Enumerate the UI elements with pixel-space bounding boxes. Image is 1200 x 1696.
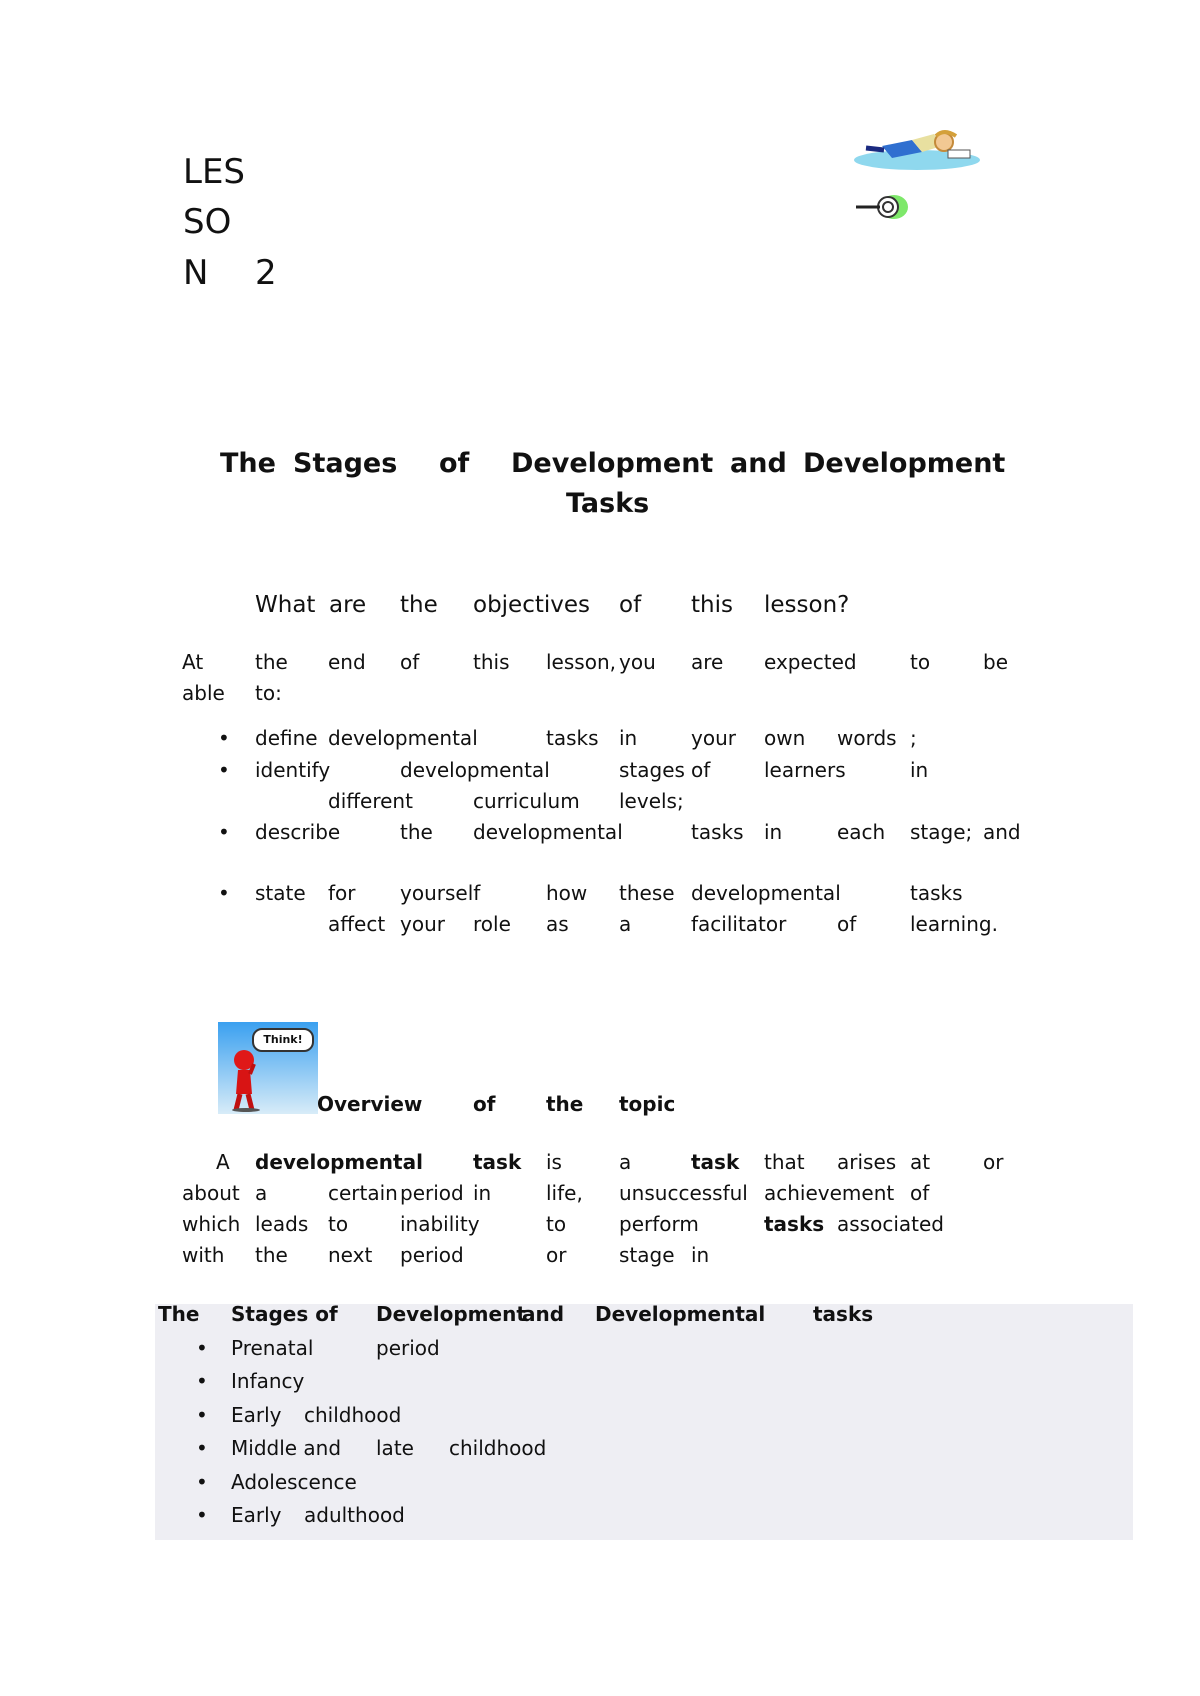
objective-word: stages bbox=[619, 758, 685, 782]
thinking-figure-icon bbox=[228, 1046, 268, 1112]
definition-word: period bbox=[400, 1243, 464, 1267]
bullet: • bbox=[218, 820, 230, 844]
intro-word: you bbox=[619, 650, 656, 674]
definition-word: in bbox=[691, 1243, 710, 1267]
objective-word: facilitator bbox=[691, 912, 787, 936]
question-word: of bbox=[619, 592, 642, 618]
definition-word: arises bbox=[837, 1150, 897, 1174]
bullet: • bbox=[196, 1503, 208, 1527]
question-word: objectives bbox=[473, 592, 591, 618]
bullet: • bbox=[196, 1470, 208, 1494]
stage-item: Early bbox=[231, 1403, 282, 1427]
definition-word: leads bbox=[255, 1212, 309, 1236]
stage-item: late bbox=[376, 1436, 414, 1460]
definition-word: task bbox=[691, 1150, 740, 1174]
overview-word: Overview bbox=[317, 1092, 423, 1116]
lesson-label-line3: N bbox=[183, 253, 209, 293]
definition-word: certain bbox=[328, 1181, 398, 1205]
bullet: • bbox=[218, 881, 230, 905]
objective-word: identify bbox=[255, 758, 331, 782]
objective-word: in bbox=[619, 726, 638, 750]
intro-word: to bbox=[910, 650, 931, 674]
reading-child-clipart bbox=[852, 128, 982, 174]
stage-item: Middle and bbox=[231, 1436, 342, 1460]
objective-word: of bbox=[691, 758, 711, 782]
definition-word: developmental bbox=[255, 1150, 423, 1174]
title-word: Development bbox=[803, 448, 1006, 479]
title-word: of bbox=[439, 448, 470, 479]
bullet: • bbox=[196, 1436, 208, 1460]
stage-item: Prenatal bbox=[231, 1336, 314, 1360]
think-speech-bubble: Think! bbox=[252, 1028, 314, 1052]
definition-word: associated bbox=[837, 1212, 944, 1236]
objective-word: each bbox=[837, 820, 886, 844]
intro-word: this bbox=[473, 650, 510, 674]
objective-word: the bbox=[400, 820, 433, 844]
objective-word: stage; bbox=[910, 820, 973, 844]
objective-word: role bbox=[473, 912, 511, 936]
question-word: are bbox=[329, 592, 367, 618]
stage-item: Infancy bbox=[231, 1369, 305, 1393]
intro-word: able bbox=[182, 681, 225, 705]
definition-word: about bbox=[182, 1181, 240, 1205]
intro-word: to: bbox=[255, 681, 282, 705]
stages-header-word: The bbox=[158, 1302, 200, 1326]
objective-word: define bbox=[255, 726, 318, 750]
question-word: lesson? bbox=[764, 592, 850, 618]
objective-word: in bbox=[910, 758, 929, 782]
title-word: Stages bbox=[293, 448, 398, 479]
definition-word: that bbox=[764, 1150, 805, 1174]
objective-word: developmental bbox=[400, 758, 550, 782]
definition-word: in bbox=[473, 1181, 492, 1205]
definition-word: perform bbox=[619, 1212, 699, 1236]
objective-word: tasks bbox=[910, 881, 963, 905]
objective-word: learning. bbox=[910, 912, 998, 936]
intro-word: At bbox=[182, 650, 204, 674]
stages-header-word: Development bbox=[376, 1302, 526, 1326]
lesson-label-line2: SO bbox=[183, 202, 232, 242]
objective-word: developmental bbox=[473, 820, 623, 844]
objective-word: in bbox=[764, 820, 783, 844]
definition-word: A bbox=[216, 1150, 230, 1174]
stage-item: period bbox=[376, 1336, 440, 1360]
stage-item: adulthood bbox=[304, 1503, 405, 1527]
objective-word: state bbox=[255, 881, 306, 905]
definition-word: a bbox=[255, 1181, 268, 1205]
bullet: • bbox=[218, 758, 230, 782]
overview-word: topic bbox=[619, 1092, 676, 1116]
intro-word: are bbox=[691, 650, 724, 674]
title-line2: Tasks bbox=[566, 488, 650, 519]
objective-word: ; bbox=[910, 726, 917, 750]
definition-word: tasks bbox=[764, 1212, 825, 1236]
objective-word: words bbox=[837, 726, 897, 750]
objective-word: these bbox=[619, 881, 675, 905]
objective-word: how bbox=[546, 881, 588, 905]
think-image bbox=[218, 1022, 318, 1114]
stages-header-word: and bbox=[522, 1302, 565, 1326]
stage-item: Adolescence bbox=[231, 1470, 357, 1494]
definition-word: period bbox=[400, 1181, 464, 1205]
intro-word: lesson, bbox=[546, 650, 616, 674]
stages-header-word: tasks bbox=[813, 1302, 874, 1326]
definition-word: inability bbox=[400, 1212, 480, 1236]
stage-item: childhood bbox=[449, 1436, 547, 1460]
objective-word: for bbox=[328, 881, 356, 905]
objective-word: and bbox=[983, 820, 1021, 844]
objective-word: as bbox=[546, 912, 569, 936]
intro-word: be bbox=[983, 650, 1008, 674]
target-dart-icon bbox=[852, 192, 912, 222]
bullet: • bbox=[196, 1336, 208, 1360]
title-word: The bbox=[220, 448, 276, 479]
question-word: this bbox=[691, 592, 733, 618]
definition-word: achievement bbox=[764, 1181, 895, 1205]
stages-header-word: Stages of bbox=[231, 1302, 338, 1326]
definition-word: of bbox=[910, 1181, 930, 1205]
bullet: • bbox=[196, 1369, 208, 1393]
stage-item: Early bbox=[231, 1503, 282, 1527]
definition-word: stage bbox=[619, 1243, 675, 1267]
title-word: Development bbox=[511, 448, 714, 479]
definition-word: unsuccessful bbox=[619, 1181, 748, 1205]
lesson-number: 2 bbox=[255, 253, 277, 293]
objective-word: affect bbox=[328, 912, 386, 936]
objective-word: own bbox=[764, 726, 806, 750]
bullet: • bbox=[196, 1403, 208, 1427]
stage-item: childhood bbox=[304, 1403, 402, 1427]
objective-word: different bbox=[328, 789, 413, 813]
definition-word: is bbox=[546, 1150, 562, 1174]
intro-word: end bbox=[328, 650, 366, 674]
objective-word: levels; bbox=[619, 789, 684, 813]
definition-word: or bbox=[983, 1150, 1004, 1174]
intro-word: of bbox=[400, 650, 420, 674]
definition-word: or bbox=[546, 1243, 567, 1267]
objective-word: describe bbox=[255, 820, 341, 844]
overview-word: of bbox=[473, 1092, 496, 1116]
definition-word: at bbox=[910, 1150, 931, 1174]
definition-word: a bbox=[619, 1150, 632, 1174]
objective-word: your bbox=[400, 912, 445, 936]
objective-word: yourself bbox=[400, 881, 481, 905]
objective-word: tasks bbox=[546, 726, 599, 750]
objective-word: your bbox=[691, 726, 736, 750]
intro-word: the bbox=[255, 650, 288, 674]
intro-word: expected bbox=[764, 650, 857, 674]
definition-word: task bbox=[473, 1150, 522, 1174]
objective-word: developmental bbox=[328, 726, 478, 750]
bullet: • bbox=[218, 726, 230, 750]
question-word: What bbox=[255, 592, 316, 618]
definition-word: the bbox=[255, 1243, 288, 1267]
lesson-label-line1: LES bbox=[183, 152, 246, 192]
definition-word: with bbox=[182, 1243, 225, 1267]
stages-header-word: Developmental bbox=[595, 1302, 766, 1326]
definition-word: to bbox=[546, 1212, 567, 1236]
question-word: the bbox=[400, 592, 438, 618]
definition-word: to bbox=[328, 1212, 349, 1236]
definition-word: life, bbox=[546, 1181, 583, 1205]
objective-word: a bbox=[619, 912, 632, 936]
definition-word: which bbox=[182, 1212, 241, 1236]
objective-word: tasks bbox=[691, 820, 744, 844]
title-word: and bbox=[730, 448, 787, 479]
definition-word: next bbox=[328, 1243, 373, 1267]
objective-word: of bbox=[837, 912, 857, 936]
overview-word: the bbox=[546, 1092, 584, 1116]
objective-word: developmental bbox=[691, 881, 841, 905]
objective-word: learners bbox=[764, 758, 846, 782]
objective-word: curriculum bbox=[473, 789, 580, 813]
